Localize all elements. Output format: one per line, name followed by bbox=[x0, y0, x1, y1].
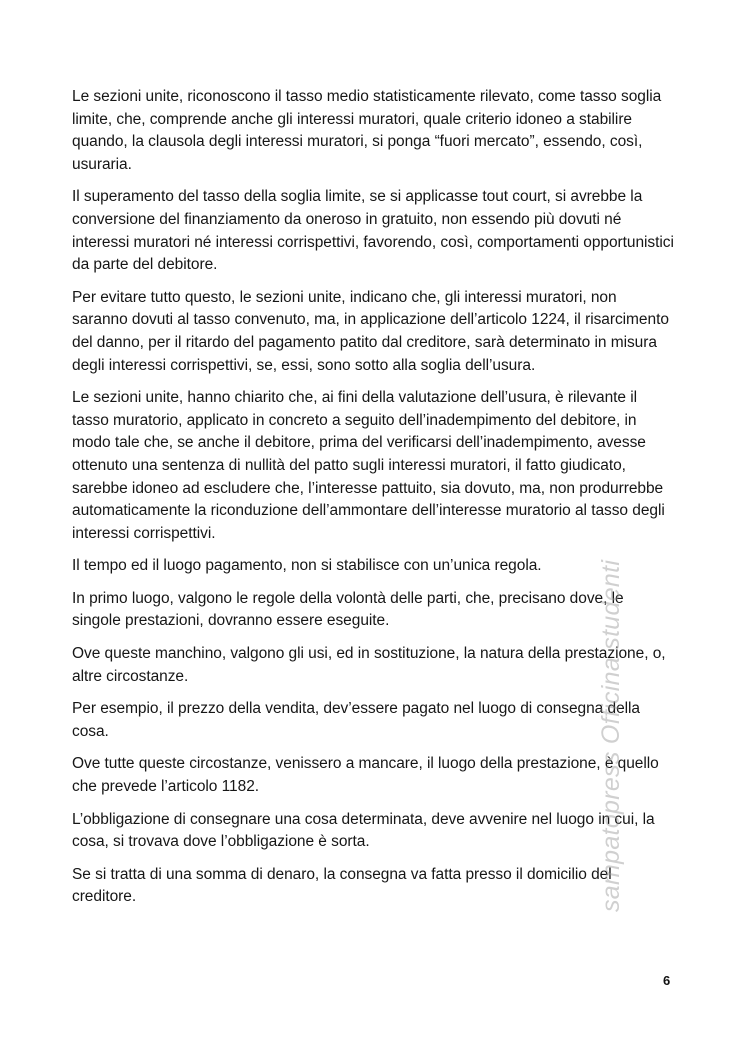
paragraph: Se si tratta di una somma di denaro, la consegna va fatta presso il domicilio del creditore. bbox=[72, 865, 612, 906]
paragraph: Le sezioni unite, riconoscono il tasso medio statisticamente rilevato, come tasso soglia limite, che, comprende anche gli interessi muratori, quale criterio idoneo a stabilire quando, la clausola degli interessi muratori, si ponga “fuori mercato”, essendo, così, usuraria. bbox=[72, 88, 662, 173]
paragraph: Ove tutte queste circostanze, venissero a mancare, il luogo della prestazione, è quello che prevede l’articolo 1182. bbox=[72, 755, 659, 796]
paragraph: Per evitare tutto questo, le sezioni unite, indicano che, gli interessi muratori, non saranno dovuti al tasso convenuto, ma, in applicazione dell’articolo 1224, il risarcimento del danno, per il ritardo del pagamento patito dal creditore, sarà determinato in misura degli interessi corrispettivi, se, essi, sono sotto alla soglia dell’usura. bbox=[72, 288, 669, 374]
watermark-text: sampatopress Officina studenti bbox=[597, 559, 625, 912]
document-body bbox=[72, 86, 674, 919]
paragraph: Il tempo ed il luogo pagamento, non si stabilisce con un’unica regola. bbox=[72, 557, 542, 575]
paragraph: Il superamento del tasso della soglia limite, se si applicasse tout court, si avrebbe la conversione del finanziamento da oneroso in gratuito, non essendo più dovuti né interessi muratori né interessi corrispettivi, favorendo, così, comportamenti opportunistici da parte del debitore. bbox=[72, 188, 674, 274]
paragraph: Le sezioni unite, hanno chiarito che, ai fini della valutazione dell’usura, è rilevante il tasso muratorio, applicato in concreto a seguito dell’inadempimento del debitore, in modo tale che, se anche il debitore, prima del verificarsi dell’inadempimento, avesse ottenuto una sentenza di nullità del patto sugli interessi muratori, il fatto giudicato, sarebbe idoneo ad escludere che, l’interesse pattuito, sia dovuto, ma, non produrrebbe automaticamente la riconduzione dell’ammontare dell’interesse muratorio al tasso degli interessi corrispettivi. bbox=[72, 389, 665, 542]
paragraph: Ove queste manchino, valgono gli usi, ed in sostituzione, la natura della prestazione, o, altre circostanze. bbox=[72, 645, 666, 685]
paragraph: Per esempio, il prezzo della vendita, dev’essere pagato nel luogo di consegna della cosa. bbox=[72, 700, 640, 740]
page-number: 6 bbox=[663, 973, 671, 988]
paragraph: In primo luogo, valgono le regole della volontà delle parti, che, precisano dove, le singole prestazioni, dovranno essere eseguite. bbox=[72, 589, 624, 630]
paragraph: L’obbligazione di consegnare una cosa determinata, deve avvenire nel luogo in cui, la cosa, si trovava dove l’obbligazione è sorta. bbox=[72, 810, 655, 851]
